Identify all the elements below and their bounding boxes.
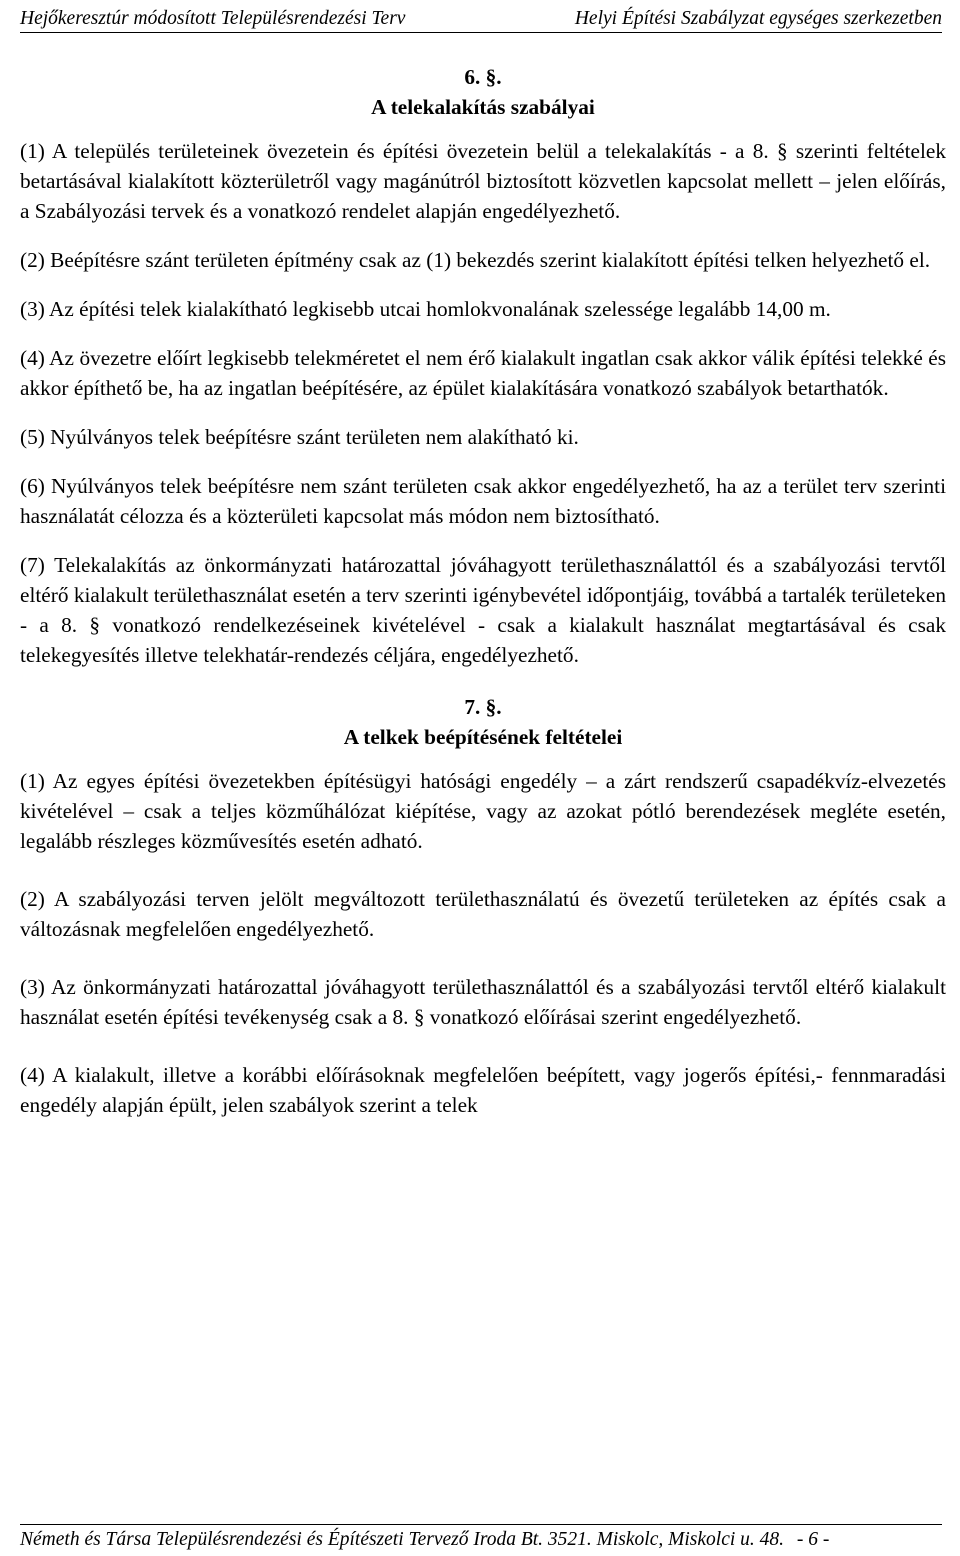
paragraph-number: (5) [20, 425, 45, 449]
paragraph-text: A település területeinek övezetein és építési övezetein belül a telekalakítás - a 8. § szerinti feltételek betartásával kialakított közterületről vagy magánútról biztosított közvetlen kapcsolat mellett – jelen előírás, a Szabályozási tervek és a vonatkozó rendelet alapján engedélyezhető. [20, 139, 947, 223]
section-title: A telekalakítás szabályai [371, 95, 595, 119]
section-7 [20, 692, 946, 1120]
paragraph-text: Az egyes építési övezetekben építésügyi hatósági engedély – a zárt rendszerű csapadékvíz-elvezetés kivételével – csak a teljes közműhálózat kiépítése, vagy az azokat pótló berendezések megléte esetén, legalább részleges közművesítés esetén adható. [20, 769, 946, 853]
section-6 [20, 62, 946, 670]
paragraph [20, 550, 946, 670]
paragraph-text: Az önkormányzati határozattal jóváhagyott területhasználattól és a szabályozási tervtől eltérő kialakult használat esetén építési tevékenység csak a 8. § vonatkozó előírásai szerint engedélyezhető. [20, 975, 946, 1029]
footer-company-address: Németh és Társa Településrendezési és Építészeti Tervező Iroda Bt. 3521. Miskolc, Miskolci u. 48. [20, 1529, 785, 1550]
paragraph-number: (4) [20, 346, 45, 370]
paragraph-text: Nyúlványos telek beépítésre nem szánt területen csak akkor engedélyezhető, ha az a terület terv szerinti használatát célozza és a közterületi kapcsolat más módon nem biztosítható. [20, 474, 947, 528]
paragraph [20, 245, 946, 275]
paragraph-text: A kialakult, illetve a korábbi előírásoknak megfelelően beépített, vagy jogerős építési,- fennmaradási engedély alapján épült, jelen szabályok szerint a telek [20, 1063, 946, 1117]
paragraph-text: Telekalakítás az önkormányzati határozattal jóváhagyott területhasználattól és a szabályozási tervtől eltérő kialakult területhasználat esetén a terv szerinti igénybevétel időpontjáig, továbbá a tartalék területeken - a 8. § vonatkozó rendelkezéseinek kivételével - csak a kialakult használat megtartásával és csak telekegyesítés illetve telekhatár-rendezés céljára, engedélyezhető. [20, 553, 946, 667]
paragraph [20, 343, 946, 403]
footer-page-number: - 6 - [796, 1529, 830, 1550]
paragraph-text: Beépítésre szánt területen építmény csak az (1) bekezdés szerint kialakított építési telken helyezhető el. [50, 248, 931, 272]
paragraph-text: A szabályozási terven jelölt megváltozott területhasználatú és övezetű területeken az építés csak a változásnak megfelelően engedélyezhető. [20, 887, 946, 941]
paragraph [20, 766, 946, 856]
document-body [20, 62, 946, 1120]
paragraph-number: (2) [20, 887, 45, 911]
paragraph-number: (3) [20, 297, 45, 321]
paragraph [20, 1060, 946, 1120]
paragraph [20, 972, 946, 1032]
paragraph-number: (4) [20, 1063, 45, 1087]
paragraph-text: Az építési telek kialakítható legkisebb utcai homlokvonalának szelessége legalább 14,00 m. [49, 297, 831, 321]
section-number: 6. §. [464, 65, 502, 89]
paragraph [20, 471, 946, 531]
page-footer [20, 1524, 942, 1553]
section-title: A telkek beépítésének feltételei [343, 725, 623, 749]
paragraph [20, 884, 946, 944]
paragraph-number: (6) [20, 474, 45, 498]
paragraph-number: (7) [20, 553, 45, 577]
section-number: 7. §. [464, 695, 502, 719]
paragraph-text: Az övezetre előírt legkisebb telekméretet el nem érő kialakult ingatlan csak akkor válik építési telekké és akkor építhető be, ha az ingatlan beépítésére, az épület kialakítására vonatkozó szabályok betarthatók. [20, 346, 946, 400]
paragraph-number: (3) [20, 975, 45, 999]
page-header [20, 4, 942, 33]
header-document-subtitle: Helyi Építési Szabályzat egységes szerkezetben [574, 8, 942, 29]
paragraph-number: (2) [20, 248, 45, 272]
paragraph-number: (1) [20, 769, 45, 793]
paragraph [20, 422, 946, 452]
paragraph-text: Nyúlványos telek beépítésre szánt területen nem alakítható ki. [50, 425, 579, 449]
paragraph-number: (1) [20, 139, 45, 163]
header-document-title: Hejőkeresztúr módosított Településrendezési Terv [20, 8, 406, 29]
paragraph [20, 294, 946, 324]
paragraph [20, 136, 946, 226]
